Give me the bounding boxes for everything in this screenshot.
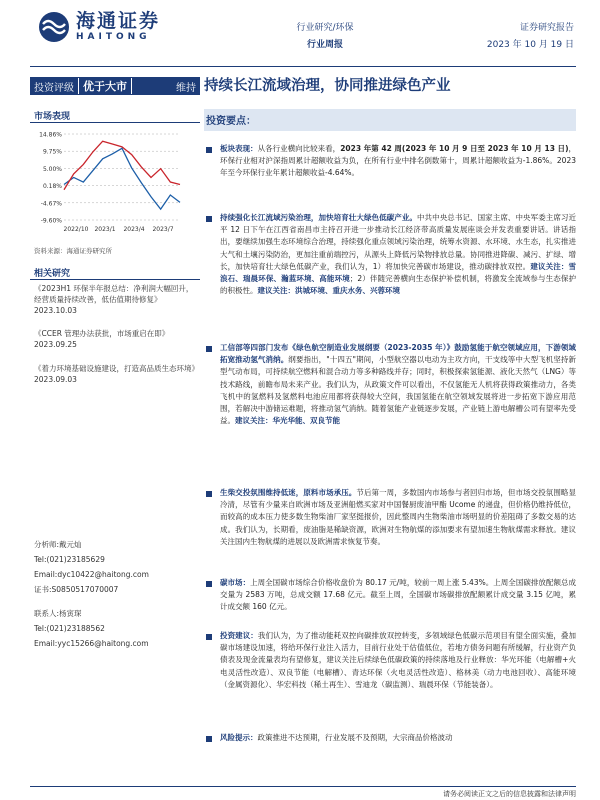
point-bold: 建议关注：洪城环境、重庆水务、兴蓉环境: [257, 286, 400, 296]
chart-y-tick-label: -9.60%: [40, 217, 62, 225]
rating-value: 优于大市: [78, 78, 132, 94]
point-text: 节后第一周，多数国内市场参与者回归市场，但市场交投氛围略显冷清，尽管有少量来自欧洲市场及亚洲船燃买家对中国餐厨废油甲酯 Ucome 的递盘，但价格仍维持低位，而较高的成本压力使多数生物柴油厂家坚挺报价，因此整周内生物柴油市场明显的价差阻碍了多数交易的达成。我们认为，长期看，废油脂是稀缺资源，欧洲对生物航煤的添加要求有望加速生物航煤需求释放。建议关注国内生物航煤的进展以及欧洲需求恢复节奏。: [220, 488, 577, 546]
analyst-cert: 证书:S0850517070007: [34, 585, 119, 594]
related-item[interactable]: [34, 283, 200, 316]
related-item-title: 《CCER 管理办法获批，市场重启在即》: [34, 329, 170, 338]
point-text: ；2）伴随完善横向生态保护补偿机制，将激发全流域参与生态保护的积极性。: [220, 274, 576, 296]
chart-y-tick-label: 5.00%: [42, 165, 62, 173]
footer-disclaimer: 请务必阅读正文之后的信息披露和法律声明: [443, 790, 576, 798]
rating-bar: [30, 77, 200, 95]
point-risk: [220, 732, 576, 744]
chart-x-tick-label: 2023/1: [94, 226, 116, 233]
header-center: [285, 22, 365, 52]
market-rule: [30, 122, 200, 123]
header-right: [470, 22, 574, 52]
point-text: 上周全国碳市场综合价格收盘价为 80.17 元/吨，较前一周上涨 5.43%。上周全国碳排放配额总成交量为 2583 万吨，总成交额 17.68 亿元。截至上周，全国碳市场碳排放配额累计成交量 3.15 亿吨，累计成交额 160 亿元。: [220, 578, 576, 612]
rating-action: 维持: [176, 82, 196, 94]
analyst-tel: Tel:(021)23185629: [34, 555, 105, 564]
point-keyword: 工信部等四部门发布《绿色航空制造业发展纲要（2023-2035 年）》鼓励氢能于航空领域应用，下游领域拓宽推动氢气消纳。: [220, 343, 576, 365]
rating-label: 投资评级: [34, 82, 74, 94]
bullet-square-icon: [206, 581, 212, 587]
footer-divider: [30, 786, 576, 787]
analyst-card: [34, 537, 200, 597]
point-text: 政策推进不达预期，行业发展不及预期，大宗商品价格波动: [257, 733, 453, 742]
point-keyword: 风险提示：: [220, 733, 258, 742]
point-keyword: 持续强化长江流域污染治理，加快培育壮大绿色低碳产业。: [220, 213, 417, 222]
chart-y-tick-label: -4.67%: [40, 200, 62, 208]
report-type: 行业周报: [306, 40, 343, 50]
point-investment-advice: [220, 630, 576, 691]
contact-tel: Tel:(021)23188562: [34, 624, 105, 633]
report-title: 持续长江流域治理，协同推进绿色产业: [204, 77, 451, 94]
chart-x-tick-label: 2022/10: [63, 226, 89, 233]
chart-x-tick-label: 2023/4: [123, 226, 145, 233]
point-aviation: [220, 342, 576, 427]
analyst-name: 分析师:戴元灿: [34, 540, 82, 549]
related-item-title: 《2023H1 环保半年报总结：净利润大幅回升，经营质量持续改善，低估值期待修复》: [34, 284, 194, 304]
related-heading: 相关研究: [34, 269, 71, 279]
market-heading: 市场表现: [34, 112, 71, 122]
point-keyword: 投资建议：: [220, 631, 258, 640]
related-item-date: 2023.10.03: [34, 306, 77, 315]
chart-y-tick-label: 14.86%: [39, 131, 62, 139]
contact-name: 联系人:杨寅琛: [34, 609, 82, 618]
point-keyword: 碳市场：: [220, 578, 251, 587]
bullet-square-icon: [206, 147, 212, 153]
point-text: 从各行业横向比较来看，: [257, 144, 341, 153]
point-yangtze: [220, 212, 576, 297]
logo-cn: 海通证券: [76, 10, 161, 32]
point-bold: 建议关注：华光华能、双良节能: [235, 416, 340, 426]
related-item[interactable]: [34, 363, 200, 385]
chart-y-tick-label: 0.18%: [42, 183, 62, 191]
related-item-date: 2023.09.25: [34, 340, 77, 349]
point-text: 纲要指出，"十四五"期间，小型航空器以电动为主攻方向，干支线等中大型飞机坚持新型气动布局，可持续航空燃料和混合动力等多种路线并存；同时，积极探索氢能源、液化天然气（LNG）等技术路线，前瞻布局未来产业。我们认为，从政策文件可以看出，不仅氢能无人机将获得政策推动力，各类飞机中的氢燃料及氢燃料电池应用都将获得较大空间，我国氢能在航空领域发展将进一步拓宽下游应用范围，若解决中游储运难题，将推动氢气消纳。随着氢能产业链逐步发展，产业链上游电解槽公司有望率先受益。: [220, 355, 577, 426]
point-text: 我们认为，为了推动能耗双控向碳排放双控转变，多领域绿色低碳示范项目有望全面实施，叠加碳市场建设加速，将给环保行业注入活力，目前行业处于估值低位，若地方债务问题有所缓解，行业资产负债表及现金流量表均有望修复，建议关注后续绿色低碳政策的持续落地及行业释放：华光环能（电解槽+火电灵活性改造）、双良节能（电解槽）、青达环保（火电灵活性改造）、格林美（动力电池回收）、高能环境（金属资源化）、华宏科技（稀土再生）、雪迪龙（碳监测）、瑞晨环保（节能装备）。: [220, 631, 577, 689]
point-text: 中共中央总书记、国家主席、中央军委主席习近平 12 日下午在江西省南昌市主持召开进一步推动长江经济带高质量发展座谈会并发表重要讲话。讲话指出，要继续加强生态环境综合治理，持续强化重点领域污染治理，统筹水资源、水环境、水生态，扎实推进大气和土壤污染防治，更加注重前端控污，从源头上降低污染物排放总量。协同推进降碳、减污、扩绿、增长，加快培育壮大绿色低碳产业，我们认为，1）将加快完善碳市场建设，推动碳排放双控。: [220, 213, 577, 271]
point-sector-performance: [220, 143, 576, 180]
analyst-email[interactable]: Email:dyc10422@haitong.com: [34, 570, 149, 579]
report-category: 行业研究/环保: [296, 23, 354, 33]
report-date: 2023 年 10 月 19 日: [486, 40, 574, 50]
market-chart: [30, 128, 200, 240]
point-bold: 2023 年第 42 周(2023 年 10 月 9 日至 2023 年 10 月 13 日): [340, 144, 569, 153]
haitong-logo-icon: [38, 11, 70, 43]
header-divider: [30, 66, 576, 67]
point-keyword: 板块表现：: [220, 144, 258, 153]
point-keyword: 生柴交投氛围维持低迷，原料市场承压。: [220, 488, 357, 497]
bullet-square-icon: [206, 736, 212, 742]
point-carbon-market: [220, 577, 576, 614]
chart-x-tick-label: 2023/7: [152, 226, 174, 233]
logo: [38, 10, 160, 43]
contact-card: [34, 606, 200, 651]
bullet-square-icon: [206, 634, 212, 640]
chart-y-tick-label: 9.75%: [42, 148, 62, 156]
point-biodiesel: [220, 487, 576, 548]
key-points-bar: [204, 109, 576, 131]
bullet-square-icon: [206, 216, 212, 222]
related-item-title: 《着力环境基础设施建设，打造高品质生态环境》: [34, 364, 199, 373]
point-text: ，环保行业相对沪深指周累计超额收益为负，在所有行业中排名倒数第十，周累计超额收益为-1.86%。2023 年至今环保行业年累计超额收益-4.64%。: [220, 144, 577, 178]
chart-series-line-环保: [64, 148, 180, 209]
related-item[interactable]: [34, 328, 200, 350]
contact-email[interactable]: Email:yyc15266@haitong.com: [34, 639, 149, 648]
report-org: 证券研究报告: [519, 23, 574, 33]
logo-en: HAITONG: [76, 32, 151, 42]
related-rule: [30, 279, 200, 280]
related-item-date: 2023.09.03: [34, 375, 77, 384]
chart-source: 资料来源：海通证券研究所: [34, 247, 112, 255]
point-bold: 建议关注：雪浪石、瑞晨环保、瀚蓝环境、高能环境: [220, 261, 576, 284]
bullet-square-icon: [206, 491, 212, 497]
key-points-heading: 投资要点：: [206, 116, 256, 127]
bullet-square-icon: [206, 346, 212, 352]
